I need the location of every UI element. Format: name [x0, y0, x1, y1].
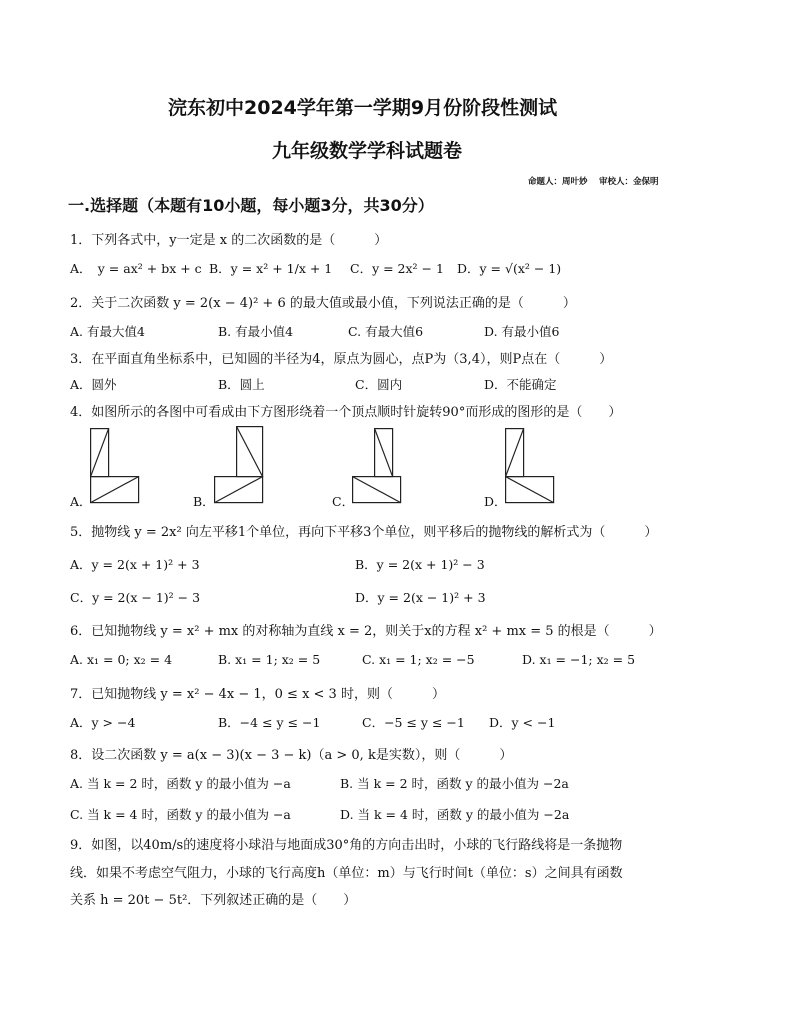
exam-subtitle: 九年级数学学科试题卷 [272, 140, 463, 162]
q8-option-b[interactable]: B. 当 k = 2 时，函数 y 的最小值为 −2a [340, 776, 569, 791]
question-6-stem: 6．已知抛物线 y = x² + mx 的对称轴为直线 x = 2，则关于x的方程 x² + mx = 5 的根是（ ） [70, 624, 662, 639]
exam-title: 浣东初中2024学年第一学期9月份阶段性测试 [168, 97, 558, 119]
q4-option-b[interactable]: B． [193, 494, 215, 509]
q8-option-d[interactable]: D. 当 k = 4 时，函数 y 的最小值为 −2a [340, 807, 570, 822]
question-3-stem: 3．在平面直角坐标系中，已知圆的半径为4，原点为圆心，点P为（3,4），则P点在（ ） [70, 352, 613, 367]
q4-option-a[interactable]: A． [70, 494, 92, 509]
q7-option-d[interactable]: D．y < −1 [489, 715, 556, 730]
q4-option-c[interactable]: C． [332, 494, 355, 509]
q5-option-d[interactable]: D．y = 2(x − 1)² + 3 [355, 590, 486, 605]
q5-option-b[interactable]: B．y = 2(x + 1)² − 3 [355, 557, 485, 572]
question-4-stem: 4．如图所示的各图中可看成由下方图形绕着一个顶点顺时针旋转90°而形成的图形的是（ ） [70, 405, 622, 420]
q5-option-c[interactable]: C．y = 2(x − 1)² − 3 [70, 590, 201, 605]
q4-figure-c[interactable] [352, 428, 402, 504]
q1-option-d[interactable]: D．y = √(x² − 1) [457, 261, 562, 276]
q4-figure-a[interactable] [90, 428, 140, 504]
q8-option-c[interactable]: C. 当 k = 4 时，函数 y 的最小值为 −a [70, 807, 291, 822]
q4-option-d[interactable]: D． [484, 494, 507, 509]
q3-option-b[interactable]: B．圆上 [218, 377, 265, 392]
question-9-line-3: 关系 h = 20t − 5t²．下列叙述正确的是（ ） [70, 893, 357, 908]
q6-option-d[interactable]: D. x₁ = −1; x₂ = 5 [522, 652, 636, 667]
q4-figure-b[interactable] [214, 426, 264, 504]
q6-option-b[interactable]: B. x₁ = 1; x₂ = 5 [218, 652, 321, 667]
q1-option-a[interactable]: A． y = ax² + bx + c [70, 261, 202, 276]
q2-option-d[interactable]: D. 有最小值6 [484, 324, 560, 339]
q4-figure-d[interactable] [505, 428, 555, 504]
q7-option-c[interactable]: C．−5 ≤ y ≤ −1 [362, 715, 465, 730]
question-7-stem: 7．已知抛物线 y = x² − 4x − 1，0 ≤ x < 3 时，则（ ） [70, 687, 445, 702]
q6-option-a[interactable]: A. x₁ = 0; x₂ = 4 [70, 652, 173, 667]
q2-option-a[interactable]: A. 有最大值4 [70, 324, 145, 339]
q3-option-a[interactable]: A．圆外 [70, 377, 117, 392]
question-1-stem: 1．下列各式中，y一定是 x 的二次函数的是（ ） [70, 233, 388, 248]
q2-option-c[interactable]: C. 有最大值6 [348, 324, 424, 339]
q2-option-b[interactable]: B. 有最小值4 [218, 324, 294, 339]
author-line: 命题人：周叶妙 审校人：金保明 [528, 177, 659, 187]
q3-option-c[interactable]: C．圆内 [355, 377, 403, 392]
q7-option-a[interactable]: A．y > −4 [70, 715, 136, 730]
q1-option-c[interactable]: C．y = 2x² − 1 [350, 261, 444, 276]
q6-option-c[interactable]: C. x₁ = 1; x₂ = −5 [362, 652, 475, 667]
question-9-line-1: 9．如图，以40m/s的速度将小球沿与地面成30°角的方向击出时，小球的飞行路线将是一条抛物 [70, 838, 623, 853]
section-title: 一.选择题（本题有10小题，每小题3分，共30分） [68, 196, 434, 215]
q1-option-b[interactable]: B．y = x² + 1/x + 1 [209, 261, 333, 276]
question-9-line-2: 线．如果不考虑空气阻力，小球的飞行高度h（单位：m）与飞行时间t（单位：s）之间具有函数 [70, 866, 623, 881]
q3-option-d[interactable]: D．不能确定 [484, 377, 557, 392]
q5-option-a[interactable]: A．y = 2(x + 1)² + 3 [70, 557, 200, 572]
question-2-stem: 2．关于二次函数 y = 2(x − 4)² + 6 的最大值或最小值，下列说法正确的是（ ） [70, 296, 576, 311]
q8-option-a[interactable]: A. 当 k = 2 时，函数 y 的最小值为 −a [70, 776, 291, 791]
question-8-stem: 8．设二次函数 y = a(x − 3)(x − 3 − k)（a > 0, k是实数），则（ ） [70, 748, 513, 763]
question-5-stem: 5．抛物线 y = 2x² 向左平移1个单位，再向下平移3个单位，则平移后的抛物线的解析式为（ ） [70, 525, 658, 540]
q7-option-b[interactable]: B．−4 ≤ y ≤ −1 [218, 715, 321, 730]
